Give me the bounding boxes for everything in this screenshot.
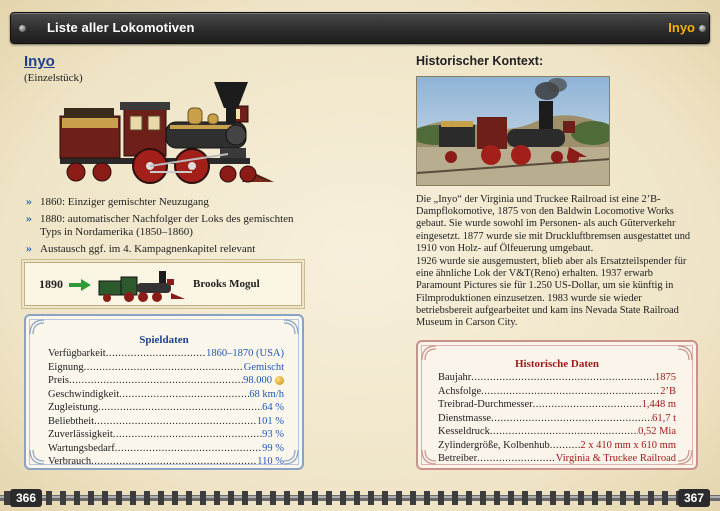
table-row: Preis ..... 98.000 bbox=[48, 374, 284, 388]
rivet-icon bbox=[19, 25, 26, 32]
historische-daten-panel bbox=[416, 340, 698, 470]
list-item: » 1860: Einziger gemischter Neuzugang bbox=[26, 194, 209, 208]
list-item: » 1880: automatischer Nachfolger der Loks des gemischten Typs in Nordamerika (1850–1860) bbox=[26, 211, 294, 238]
ornament-icon bbox=[28, 448, 46, 466]
ornament-icon bbox=[282, 448, 300, 466]
spieldaten-panel bbox=[24, 314, 304, 470]
table-row: Betreiber ..... Virginia & Truckee Railroad bbox=[438, 452, 676, 466]
successor-year: 1890 bbox=[39, 277, 63, 291]
list-item: » Austausch ggf. im 4. Kampagnenkapitel relevant bbox=[26, 241, 256, 255]
table-row: Verbrauch ..... 110 % bbox=[48, 455, 284, 469]
table-row: Kesseldruck ..... 0,52 Mia bbox=[438, 425, 676, 439]
page-number-left: 366 bbox=[10, 489, 42, 507]
successor-locomotive-illustration bbox=[97, 267, 189, 303]
spieldaten-rows bbox=[48, 347, 284, 469]
table-row: Zylindergröße, Kolbenhub ..... 2 x 410 mm x 610 mm bbox=[438, 439, 676, 453]
rivet-icon bbox=[699, 25, 706, 32]
table-row: Zugleistung ..... 64 % bbox=[48, 401, 284, 415]
arrow-right-icon bbox=[69, 279, 91, 291]
ornament-icon bbox=[420, 448, 438, 466]
table-row: Wartungsbedarf ..... 99 % bbox=[48, 442, 284, 456]
locomotive-name: Inyo bbox=[24, 53, 55, 70]
double-chevron-icon: » bbox=[26, 241, 32, 255]
history-paragraph-1: Die „Inyo“ der Virginia und Truckee Railroad ist eine 2’B-Dampflokomotive, 1875 von den Baldwin Locomotive Works gebaut. Sie wurde sowohl im Personen- als auch Güterverkehr eingesetzt. 1877 wurde sie mit Druckluftbremsen ausgestattet und 1910 von Holz- auf Ölfeuerung umgebaut. bbox=[416, 194, 691, 254]
historische-daten-rows bbox=[438, 371, 676, 466]
locomotive-illustration bbox=[52, 78, 300, 188]
coin-icon bbox=[275, 376, 284, 385]
successor-banner bbox=[24, 262, 302, 306]
header-title: Liste aller Lokomotiven bbox=[47, 20, 195, 35]
table-row: Eignung ..... Gemischt bbox=[48, 361, 284, 375]
history-heading: Historischer Kontext: bbox=[416, 54, 544, 68]
spieldaten-title: Spieldaten bbox=[139, 334, 189, 346]
locomotive-facts bbox=[26, 196, 311, 260]
table-row: Dienstmasse ..... 61,7 t bbox=[438, 412, 676, 426]
ornament-icon bbox=[676, 448, 694, 466]
successor-name: Brooks Mogul bbox=[193, 278, 260, 290]
table-row: Beliebtheit ..... 101 % bbox=[48, 415, 284, 429]
history-paragraph-2: 1926 wurde sie ausgemustert, blieb aber als Ersatzteilspender für eine ähnliche Lok der V&T(Reno) erhalten. 1937 erwarb Paramount Pictures sie für 1.250 US-Dollar, um sie künftig in Filmproduktionen einzusetzen. 1983 wurde sie wieder betriebsbereit aufgearbeitet und kam ins Nevada State Railroad Museum in Carson City. bbox=[416, 256, 687, 329]
page-number-right: 367 bbox=[678, 489, 710, 507]
historische-daten-title: Historische Daten bbox=[514, 358, 599, 370]
table-row: Achsfolge ..... 2’B bbox=[438, 385, 676, 399]
double-chevron-icon: » bbox=[26, 211, 32, 225]
footer-rail-track bbox=[0, 485, 720, 511]
table-row: Zuverlässigkeit ..... 93 % bbox=[48, 428, 284, 442]
locomotive-subtitle: (Einzelstück) bbox=[24, 72, 83, 84]
double-chevron-icon: » bbox=[26, 194, 32, 208]
header-bar bbox=[10, 12, 710, 44]
locomotive-photo bbox=[416, 76, 610, 186]
table-row: Baujahr ..... 1875 bbox=[438, 371, 676, 385]
header-locomotive-label: Inyo bbox=[668, 20, 695, 35]
table-row: Verfügbarkeit ..... 1860–1870 (USA) bbox=[48, 347, 284, 361]
table-row: Geschwindigkeit ..... 68 km/h bbox=[48, 388, 284, 402]
table-row: Treibrad-Durchmesser ..... 1,448 m bbox=[438, 398, 676, 412]
